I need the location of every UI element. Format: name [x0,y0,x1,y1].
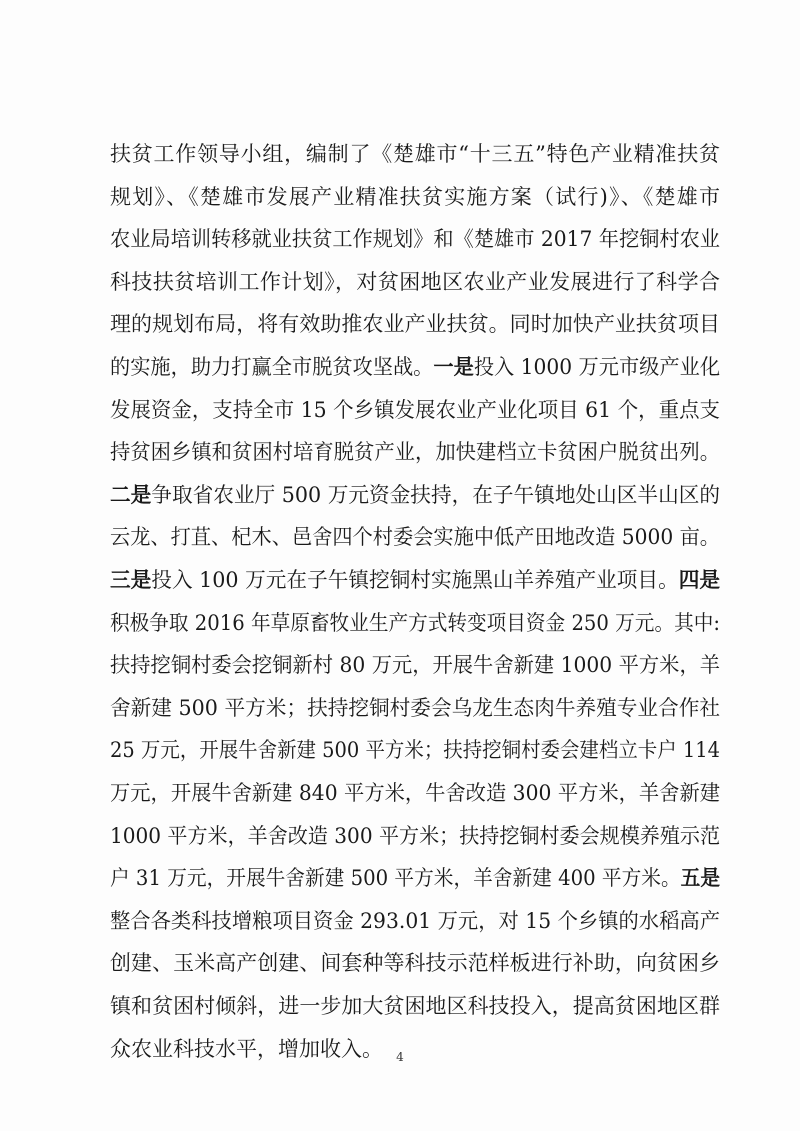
text-line [110,352,720,382]
text-run: 25 万元，开展牛舍新建 500 平方米；扶持挖铜村委会建档立卡户 114 [110,738,720,763]
text-line [110,693,720,723]
text-run: 理的规划布局，将有效助推农业产业扶贫。同时加快产业扶贫项目 [110,312,721,337]
text-line [110,565,720,595]
text-line [110,948,720,978]
text-run: 镇和贫困村倾斜，进一步加大贫困地区科技投入，提高贫困地区群 [110,994,721,1018]
text-line [110,991,720,1021]
text-run: 积极争取 2016 年草原畜牧业生产方式转变项目资金 250 万元。其中: [110,610,720,635]
text-run: 1000 平方米，羊舍改造 300 平方米；扶持挖铜村委会规模养殖示范 [110,823,721,848]
text-line [110,821,720,851]
text-run: 户 31 万元，开展牛舍新建 500 平方米，羊舍新建 400 平方米。 [110,866,681,891]
text-line [110,778,720,808]
text-run: 发展资金，支持全市 15 个乡镇发展农业产业化项目 61 个，重点支 [110,397,721,422]
text-run: 持贫困乡镇和贫困村培育脱贫产业，加快建档立卡贫困户脱贫出列。 [110,440,721,465]
text-line [110,863,720,893]
text-line [110,650,720,680]
text-run: 众农业科技水平，增加收入。 [110,1036,383,1061]
text-line [110,480,720,510]
emphasis-text: 一是 [433,354,474,379]
text-run: 规划》、《楚雄市发展产业精准扶贫实施方案（试行)》、《楚雄市 [110,184,722,209]
text-line [110,224,720,254]
text-line [110,395,720,425]
text-run: 扶持挖铜村委会挖铜新村 80 万元，开展牛舍新建 1000 平方米，羊 [110,653,721,678]
emphasis-text: 二是 [110,481,152,507]
text-line [110,182,721,212]
text-line [110,437,720,467]
text-run: 云龙、打苴、杞木、邑舍四个村委会实施中低产田地改造 5000 亩。 [110,525,721,550]
emphasis-text: 四是 [678,567,721,592]
text-line [110,267,720,297]
text-run: 万元，开展牛舍新建 840 平方米，牛舍改造 300 平方米，羊舍新建 [110,781,721,805]
text-run: 争取省农业厅 500 万元资金扶持，在子午镇地处山区半山区的 [151,482,721,507]
text-run: 创建、玉米高产创建、间套种等科技示范样板进行补助，向贫困乡 [110,951,721,976]
page-number: 4 [396,1050,404,1064]
text-run: 投入 100 万元在子午镇挖铜村实施黑山羊养殖产业项目。 [151,568,679,592]
text-line [110,608,720,638]
emphasis-text: 五是 [680,865,720,891]
text-run: 科技扶贫培训工作计划》，对贫困地区农业产业发展进行了科学合 [110,269,721,294]
text-line [110,522,720,552]
text-line [110,735,720,765]
text-run: 整合各类科技增粮项目资金 293.01 万元，对 15 个乡镇的水稻高产 [110,908,721,933]
text-line [110,906,720,936]
emphasis-text: 三是 [110,567,152,592]
text-run: 的实施，助力打赢全市脱贫攻坚战。 [110,355,434,379]
text-line [110,139,721,169]
text-line [110,309,720,339]
text-run: 农业局培训转移就业扶贫工作规划》和《楚雄市 2017 年挖铜村农业 [110,227,721,252]
text-run: 投入 1000 万元市级产业化 [473,355,721,379]
text-run: 舍新建 500 平方米；扶持挖铜村委会乌龙生态肉牛养殖专业合作社 [110,695,721,720]
text-run: 扶贫工作领导小组，编制了《楚雄市“十三五”特色产业精准扶贫 [110,142,721,166]
